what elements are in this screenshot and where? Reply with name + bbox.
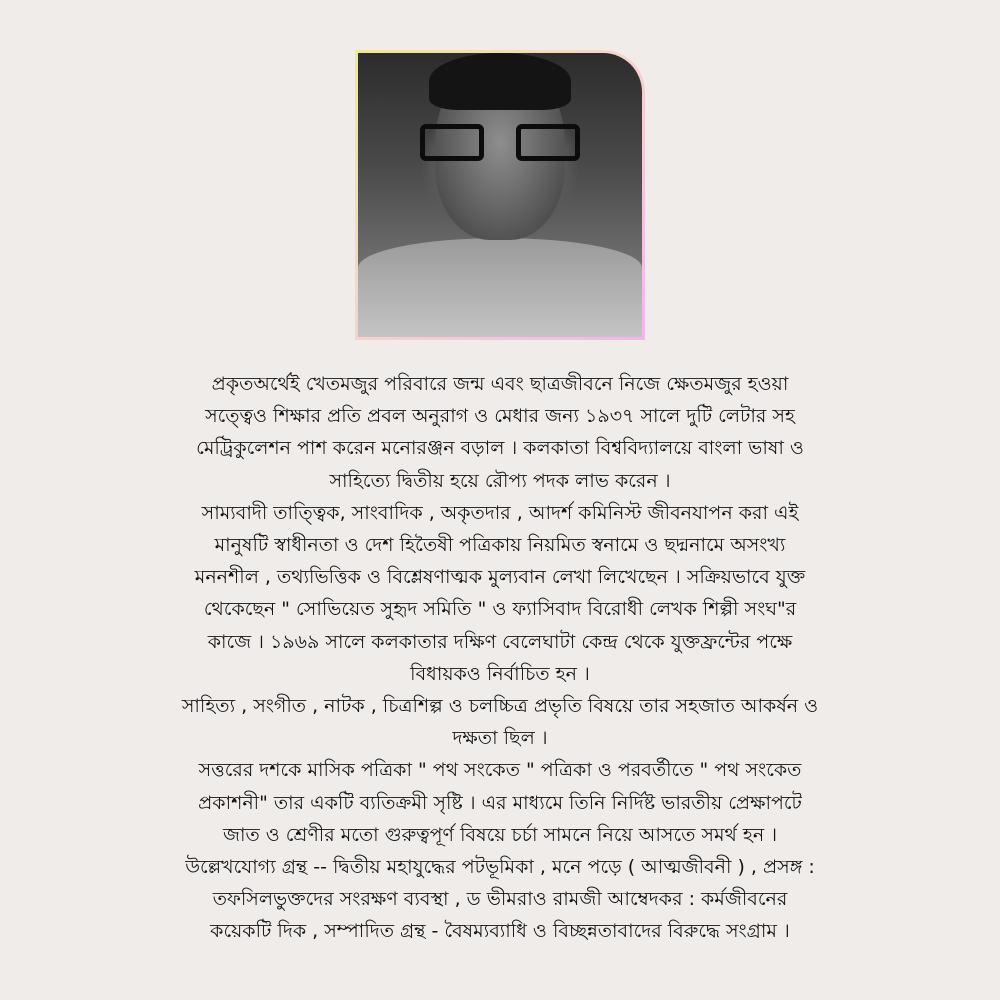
portrait-frame — [355, 50, 645, 340]
portrait-photo — [358, 53, 642, 337]
bio-line: সত্তরের দশকে মাসিক পত্রিকা " পথ সংকেত " পত্রিকা ও পরবর্তীতে " পথ সংকেত — [198, 759, 802, 782]
bio-line: মানুষটি স্বাধীনতা ও দেশ হিতৈষী পত্রিকায় নিয়মিত স্বনামে ও ছদ্মনামে অসংখ্য — [214, 534, 786, 557]
bio-line: সাহিত্য , সংগীত , নাটক , চিত্রশিল্প ও চলচ্চিত্র প্রভৃতি বিষয়ে তার সহজাত আকর্ষন ও — [181, 695, 819, 718]
bio-line: সাহিত্যে দ্বিতীয় হয়ে রৌপ্য পদক লাভ করেন । — [329, 469, 671, 492]
bio-line: মননশীল , তথ্যভিত্তিক ও বিশ্লেষণাত্মক মুল্যবান লেখা লিখেছেন । সক্রিয়ভাবে যুক্ত — [194, 566, 806, 589]
shirt — [358, 238, 642, 337]
hair — [429, 53, 571, 110]
bio-line: কয়েকটি দিক , সম্পাদিত গ্রন্থ - বৈষম্যব্যাধি ও বিচ্ছন্নতাবাদের বিরুদ্ধে সংগ্রাম । — [210, 920, 790, 943]
biography-text — [0, 368, 1000, 948]
bio-line: সত্ত্বেও শিক্ষার প্রতি প্রবল অনুরাগ ও মেধার জন্য ১৯৩৭ সালে দুটি লেটার সহ — [205, 405, 795, 428]
bio-line: মেট্রিকুলেশন পাশ করেন মনোরঞ্জন বড়াল । কলকাতা বিশ্ববিদ্যালয়ে বাংলা ভাষা ও — [196, 437, 804, 460]
bio-line: দক্ষতা ছিল । — [452, 727, 548, 750]
bio-line: বিধায়কও নির্বাচিত হন । — [410, 662, 590, 685]
bio-line: থেকেছেন " সোভিয়েত সুহৃদ সমিতি " ও ফ্যাসিবাদ বিরোধী লেখক শিল্পী সংঘ"র — [203, 598, 797, 621]
glasses-icon — [420, 124, 579, 161]
bio-line: উল্লেখযোগ্য গ্রন্থ -- দ্বিতীয় মহাযুদ্ধের পটভূমিকা , মনে পড়ে ( আত্মজীবনী ) , প্রসঙ্গ : — [185, 856, 815, 879]
bio-line: সাম্যবাদী তাত্ত্বিক, সাংবাদিক , অকৃতদার , আদর্শ কমিনিস্ট জীবনযাপন করা এই — [201, 501, 799, 524]
bio-line: প্রকৃতঅর্থেই খেতমজুর পরিবারে জন্ম এবং ছাত্রজীবনে নিজে ক্ষেতমজুর হওয়া — [211, 373, 789, 395]
bio-line: কাজে । ১৯৬৯ সালে কলকাতার দক্ষিণ বেলেঘাটা কেন্দ্র থেকে যুক্তফ্রন্টের পক্ষে — [207, 630, 793, 653]
bio-line: প্রকাশনী" তার একটি ব্যতিক্রমী সৃষ্টি । এর মাধ্যমে তিনি নির্দিষ্ট ভারতীয় প্রেক্ষাপটে — [198, 791, 802, 814]
bio-line: জাত ও শ্রেণীর মতো গুরুত্বপূর্ণ বিষয়ে চর্চা সামনে নিয়ে আসতে সমর্থ হন । — [222, 823, 778, 846]
bio-line: তফসিলভুক্তদের সংরক্ষণ ব্যবস্থা , ড ভীমরাও রামজী আম্বেদকর : কর্মজীবনের — [212, 888, 788, 911]
